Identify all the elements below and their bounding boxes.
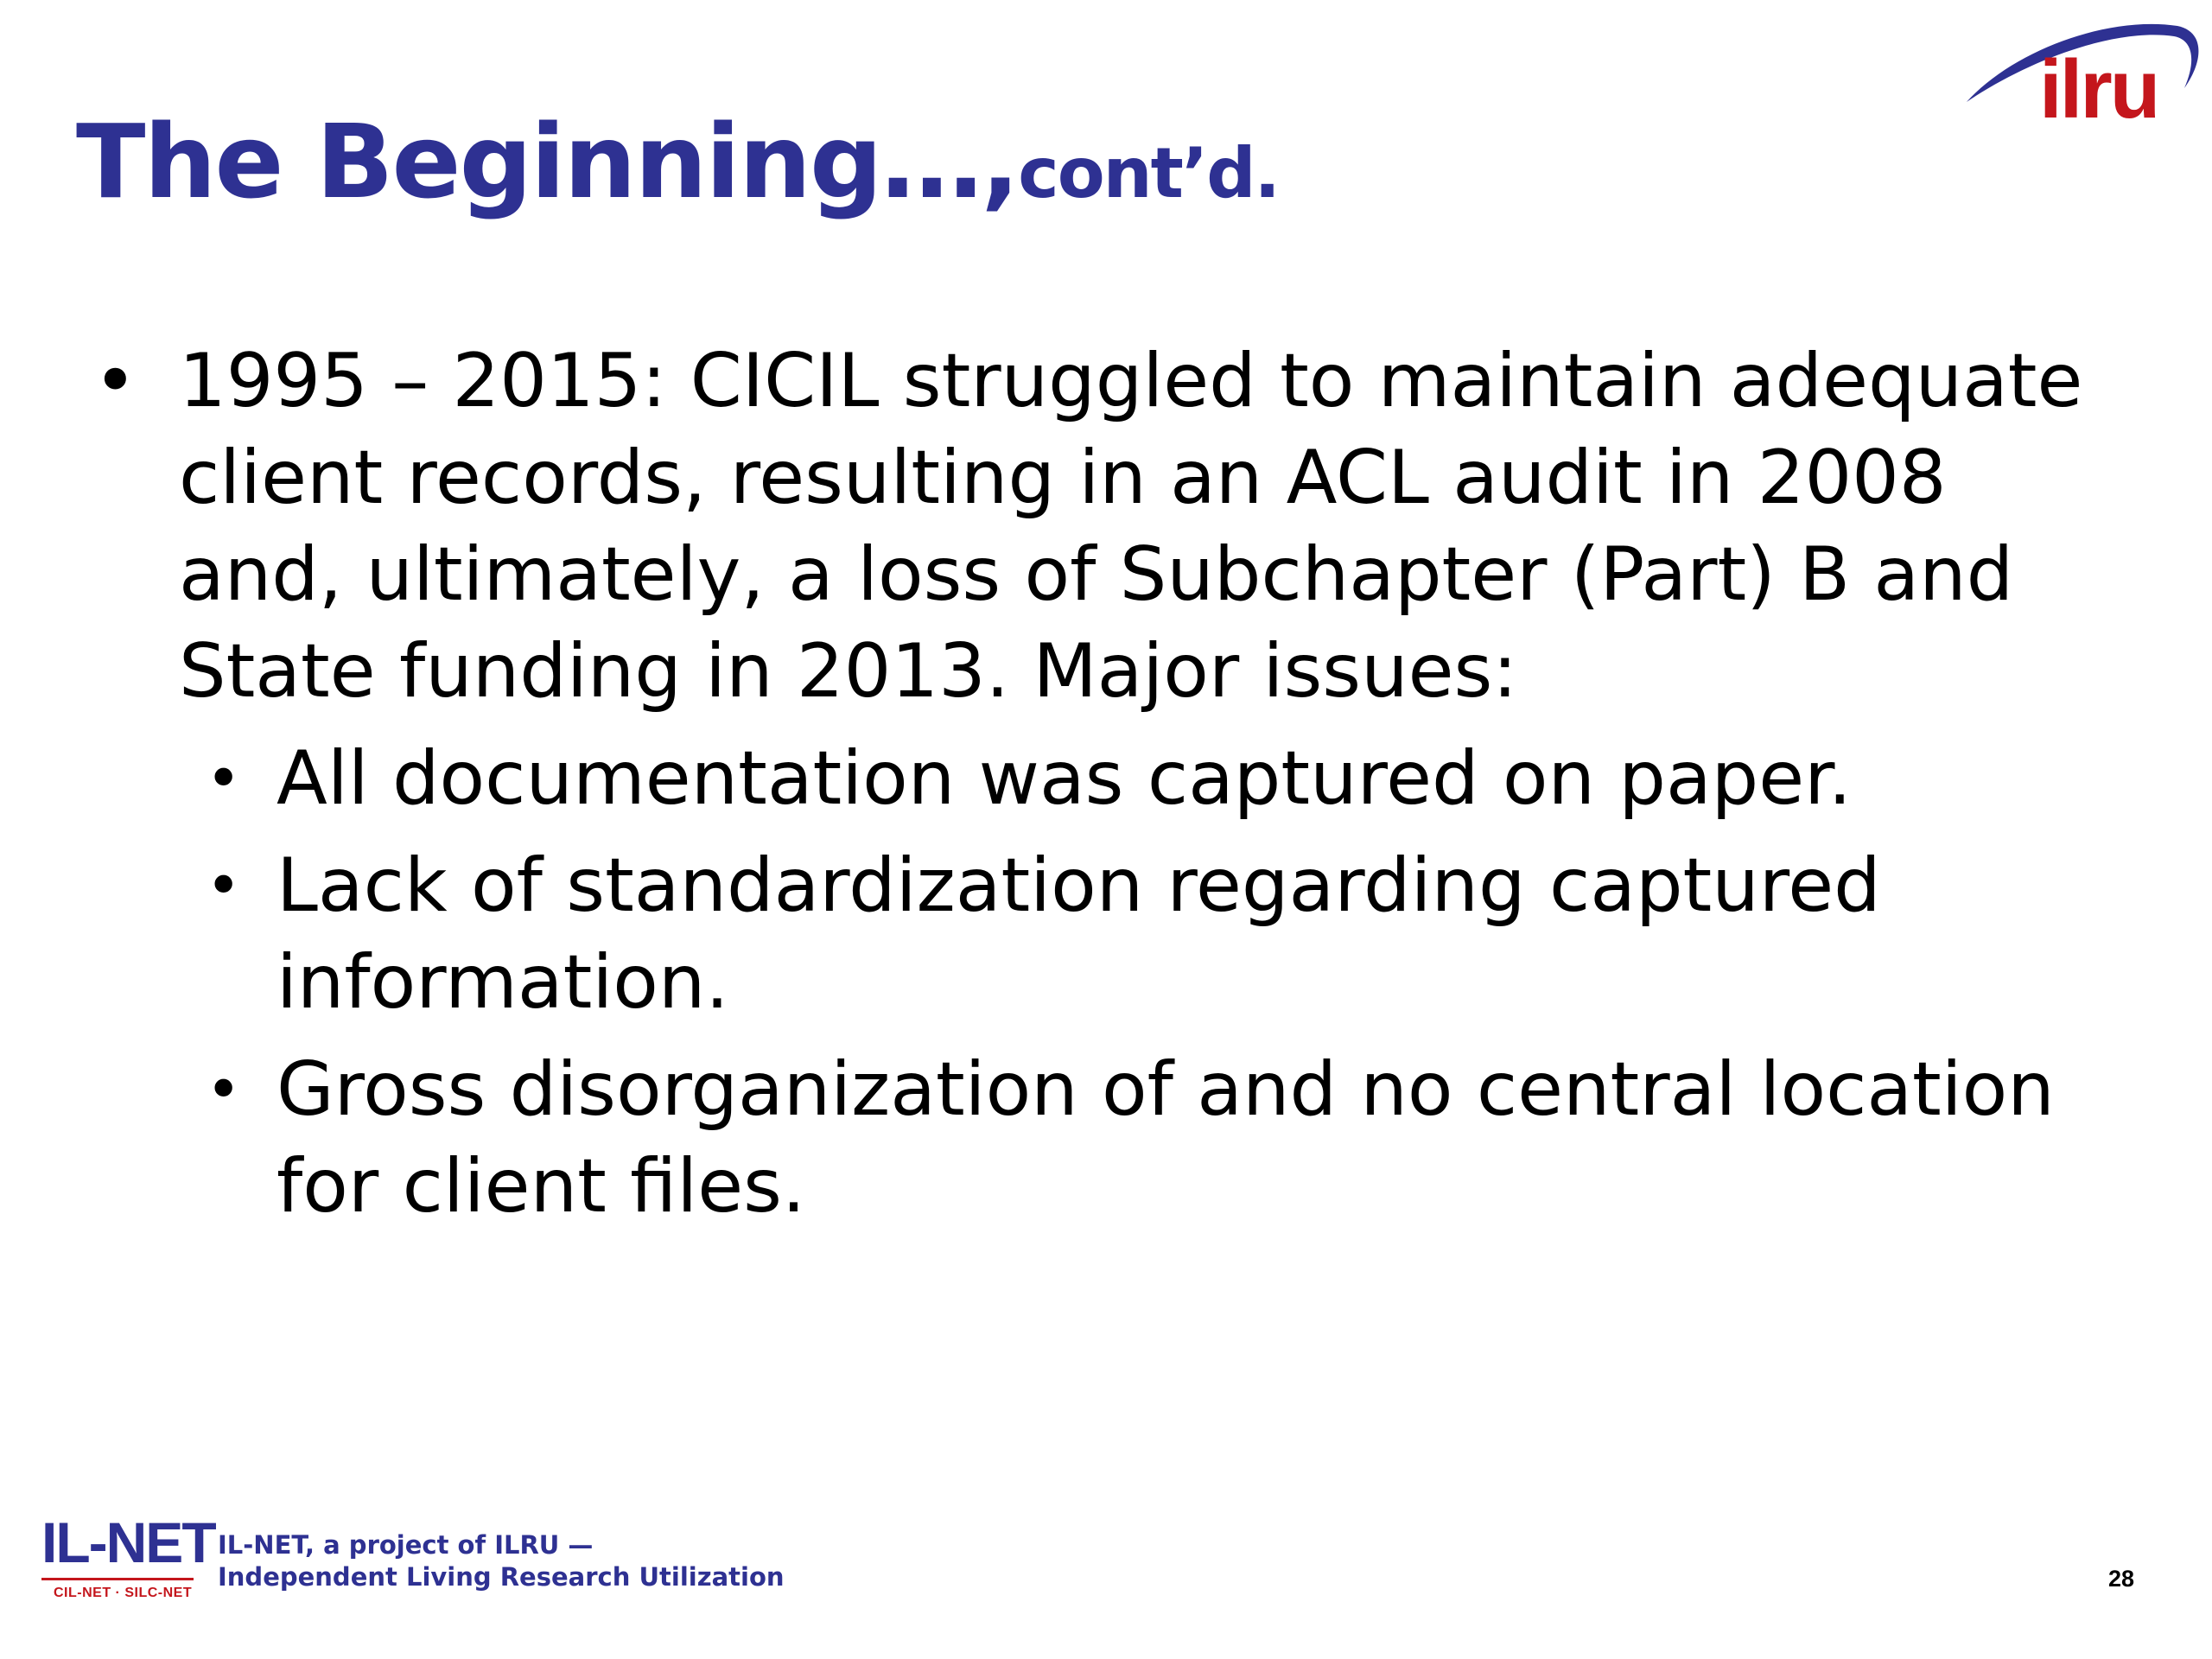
sub-bullet-item <box>0 730 2117 827</box>
il-net-logo <box>41 1510 215 1600</box>
sub-bullet-item <box>0 1041 2117 1235</box>
bullet-text: 1995 – 2015: CICIL struggled to maintain adequate client records, resulting in an ACL audit in 2008 and, ultimately, a loss of Subchapter (Part) B and State funding in 2013. Major issues: <box>179 338 2083 715</box>
il-net-logo-rule <box>41 1578 194 1580</box>
footer-credit <box>218 1529 785 1593</box>
sub-bullet-text: All documentation was captured on paper. <box>276 735 1852 822</box>
slide-title-suffix: cont’d. <box>1018 133 1279 213</box>
page-number: 28 <box>2108 1566 2135 1592</box>
bullet-dot-icon: • <box>206 743 242 814</box>
slide-title-main: The Beginning…, <box>76 102 1019 221</box>
footer-credit-line2: Independent Living Research Utilization <box>218 1562 785 1592</box>
sub-bullet-text: Gross disorganization of and no central location for client files. <box>276 1046 2055 1230</box>
bullet-dot-icon: • <box>93 338 137 424</box>
il-net-logo-subtext: CIL-NET · SILC-NET <box>54 1586 193 1600</box>
il-net-logo-text: IL-NET <box>41 1510 215 1574</box>
slide-body <box>0 333 2212 1235</box>
footer-credit-line1: IL-NET, a project of ILRU — <box>218 1530 594 1560</box>
ilru-logo <box>1961 16 2203 145</box>
bullet-dot-icon: • <box>206 850 242 921</box>
sub-bullet-item <box>0 837 2117 1031</box>
bullet-item <box>0 333 2114 720</box>
slide-title <box>76 102 1279 221</box>
ilru-logo-text: ilru <box>2039 43 2158 136</box>
sub-bullet-text: Lack of standardization regarding captured information. <box>276 842 1881 1026</box>
bullet-dot-icon: • <box>206 1054 242 1125</box>
